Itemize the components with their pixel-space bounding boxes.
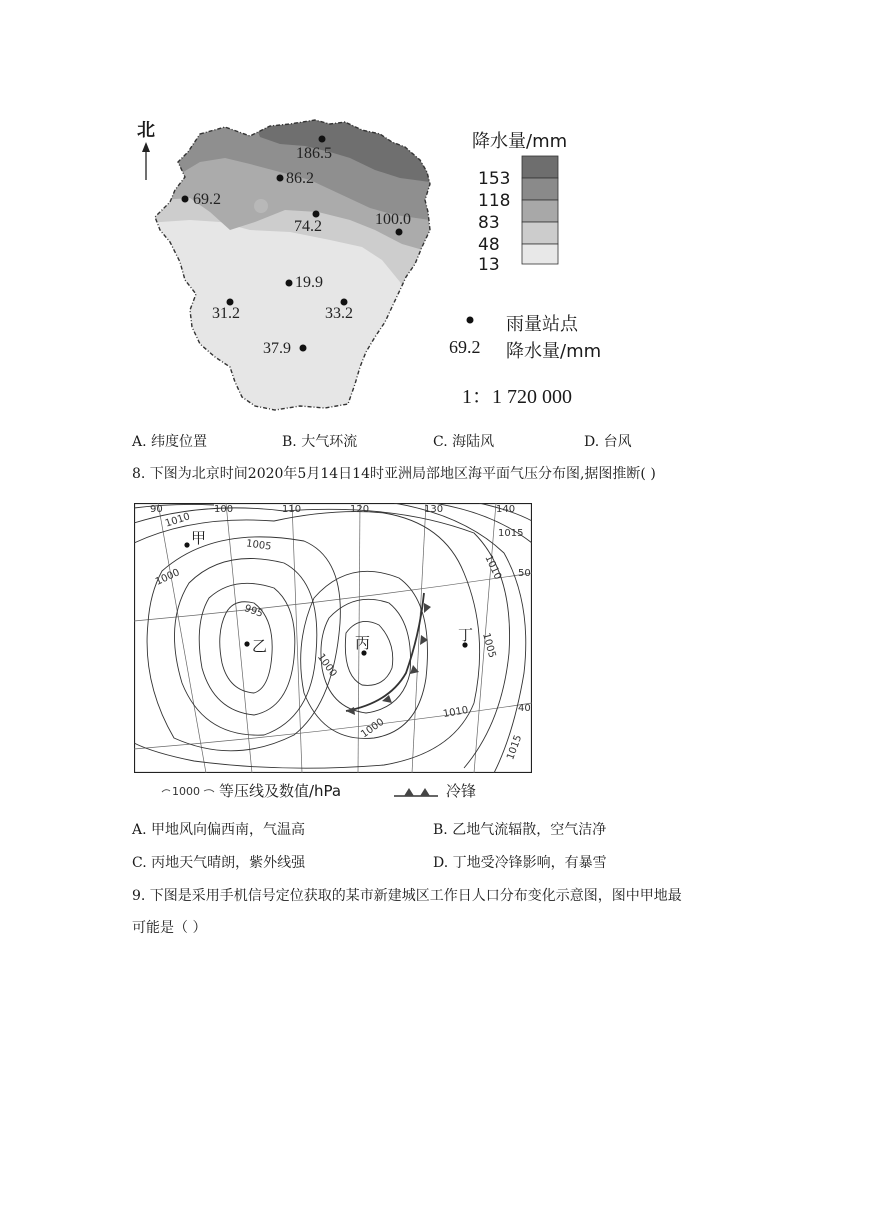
station-value: 186.5 <box>296 145 332 162</box>
longitude-label: 100 <box>214 504 234 515</box>
q9-stem-line1: 9. 下图是采用手机信号定位获取的某市新建城区工作日人口分布变化示意图，图中甲地最 <box>132 888 682 904</box>
latitude-label: 40 <box>518 703 531 714</box>
isobar-label: 1015 <box>498 528 524 539</box>
isobar-legend-label: 等压线及数值/hPa <box>219 782 342 800</box>
value-legend-label: 降水量/mm <box>506 341 602 362</box>
legend-value: 13 <box>478 255 500 275</box>
isobar-label: 1000 <box>153 567 182 588</box>
place-bing: 丙 <box>355 634 371 652</box>
isobar-label: 1010 <box>442 704 470 721</box>
precip-legend-title: 降水量/mm <box>472 131 568 152</box>
isobar-label: 1010 <box>163 511 192 530</box>
longitude-label: 130 <box>424 504 444 515</box>
legend-value: 153 <box>478 169 511 189</box>
q8-option-a[interactable]: A. 甲地风向偏西南，气温高 <box>132 822 306 838</box>
q8-stem: 8. 下图为北京时间2020年5月14日14时亚洲局部地区海平面气压分布图,据图推断( ) <box>132 466 656 482</box>
q7-option-b[interactable]: B. 大气环流 <box>282 434 358 450</box>
latitude-label: 50 <box>518 568 531 579</box>
station-value: 74.2 <box>294 218 322 235</box>
north-label: 北 <box>137 120 155 141</box>
station-value: 37.9 <box>263 340 291 357</box>
q9-stem-line2: 可能是（ ） <box>132 920 207 936</box>
place-jia: 甲 <box>191 529 207 547</box>
q7-option-a[interactable]: A. 纬度位置 <box>132 434 208 450</box>
value-legend-sample: 69.2 <box>449 337 481 357</box>
q7-option-c[interactable]: C. 海陆风 <box>433 434 495 450</box>
q8-option-c[interactable]: C. 丙地天气晴朗，紫外线强 <box>132 855 306 871</box>
precipitation-map <box>130 112 620 412</box>
station-value: 100.0 <box>375 211 411 228</box>
station-value: 31.2 <box>212 305 240 322</box>
isobar-legend-sample: 1000 <box>172 785 200 798</box>
isobar-label: 995 <box>242 603 265 620</box>
q8-option-d[interactable]: D. 丁地受冷锋影响，有暴雪 <box>433 855 607 871</box>
station-value: 86.2 <box>286 170 314 187</box>
station-value: 69.2 <box>193 191 221 208</box>
longitude-label: 140 <box>496 504 516 515</box>
q8-option-b[interactable]: B. 乙地气流辐散，空气洁净 <box>433 822 607 838</box>
legend-value: 48 <box>478 235 500 255</box>
legend-value: 83 <box>478 213 500 233</box>
isobar-label: 1005 <box>480 631 498 660</box>
cold-front-legend-label: 冷锋 <box>446 782 477 800</box>
isobar-label: 1000 <box>314 651 339 680</box>
station-value: 19.9 <box>295 274 323 291</box>
isobar-label: 1010 <box>482 553 504 582</box>
place-ding: 丁 <box>458 626 474 644</box>
legend-value: 118 <box>478 191 511 211</box>
longitude-label: 120 <box>350 504 370 515</box>
place-yi: 乙 <box>252 637 268 655</box>
station-value: 33.2 <box>325 305 353 322</box>
isobar-label: 1015 <box>505 733 525 762</box>
map-scale: 1：1 720 000 <box>462 386 572 408</box>
station-legend-label: 雨量站点 <box>506 314 578 335</box>
cold-front-legend-icon <box>392 784 440 800</box>
isobar-label: 1005 <box>245 538 273 553</box>
isobar-label: 1000 <box>359 716 387 741</box>
q7-option-d[interactable]: D. 台风 <box>584 434 632 450</box>
longitude-label: 110 <box>282 504 302 515</box>
longitude-label: 90 <box>150 504 163 515</box>
